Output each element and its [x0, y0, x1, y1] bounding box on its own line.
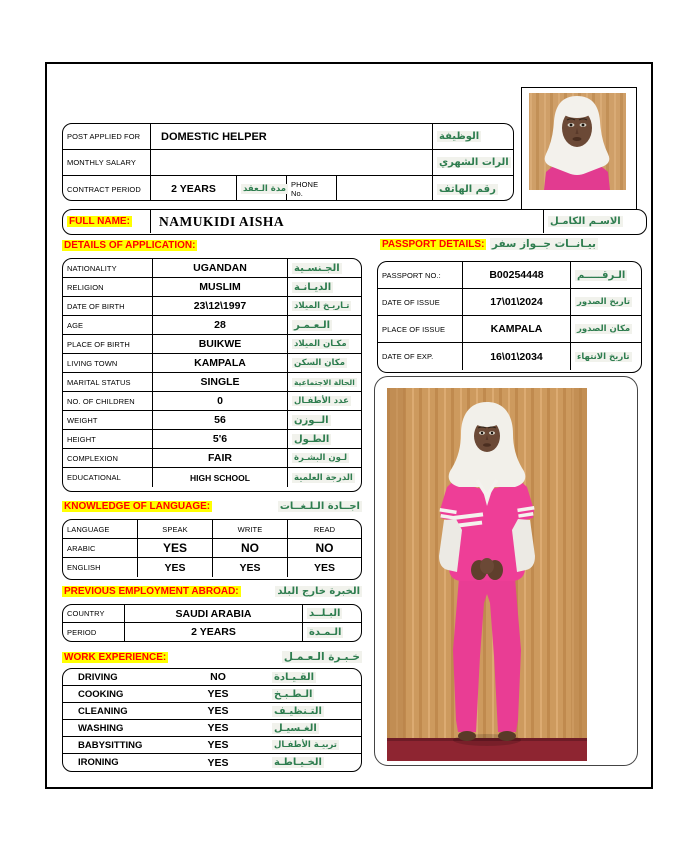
date-of-issue-value: 17\01\2024 — [463, 289, 571, 315]
date-of-birth-value: 23\12\1997 — [153, 297, 288, 315]
english-speak-value: YES — [138, 558, 213, 577]
cleaning-value: YES — [207, 705, 229, 717]
nationality-value: UGANDAN — [153, 259, 288, 277]
period-label: PERIOD — [63, 623, 125, 641]
write-col-header: WRITE — [213, 520, 288, 538]
height-value: 5'6 — [153, 430, 288, 448]
driving-label: DRIVING — [78, 671, 118, 683]
english-write-value: YES — [213, 558, 288, 577]
weight-arabic: الــوزن — [294, 414, 329, 426]
speak-col-header: SPEAK — [138, 520, 213, 538]
driving-value: NO — [210, 671, 226, 683]
contract-period-arabic: مدة الـعقد — [237, 176, 287, 201]
post-applied-arabic: الوظيفة — [439, 131, 480, 142]
work-experience-table — [62, 668, 362, 772]
previous-employment-heading-row — [62, 586, 362, 597]
portrait-illustration — [522, 88, 633, 206]
no-of-children-arabic: عدد الأطفـال — [294, 396, 349, 406]
language-col-header: LANGUAGE — [63, 520, 138, 538]
table-row — [63, 335, 361, 354]
table-row — [63, 354, 361, 373]
period-value: 2 YEARS — [125, 623, 303, 641]
monthly-salary-value — [151, 150, 433, 175]
passport-no-arabic: الـرقـــــم — [577, 269, 626, 281]
weight-value: 56 — [153, 411, 288, 429]
document-frame — [45, 62, 653, 789]
table-row — [63, 737, 361, 754]
ironing-label: IRONING — [78, 757, 119, 768]
full-name-label: FULL NAME: — [69, 216, 130, 227]
table-row — [63, 316, 361, 335]
place-of-issue-arabic: مكان الصدور — [577, 324, 631, 334]
passport-no-value: B00254448 — [463, 262, 571, 288]
table-row — [63, 669, 361, 686]
full-name-value: NAMUKIDI AISHA — [151, 210, 544, 233]
language-table — [62, 519, 362, 580]
language-heading-row — [62, 501, 362, 512]
age-label: AGE — [63, 316, 153, 334]
arabic-read-value: NO — [315, 541, 334, 555]
table-row — [378, 343, 641, 370]
date-of-birth-arabic: تـاريـخ الميلاد — [294, 301, 350, 311]
place-of-birth-value: BUIKWE — [153, 335, 288, 353]
marital-status-arabic: الحالة الاجتماعية — [294, 377, 355, 387]
details-of-application-heading: DETAILS OF APPLICATION: — [64, 240, 196, 251]
table-row — [63, 686, 361, 703]
phone-no-label: PHONE No. — [287, 176, 337, 201]
table-row — [378, 262, 641, 289]
date-of-exp-arabic: تاريخ الانتهاء — [577, 351, 630, 362]
complexion-label: COMPLEXION — [63, 449, 153, 467]
no-of-children-value: 0 — [153, 392, 288, 410]
applicant-portrait-photo — [521, 87, 637, 210]
country-value: SAUDI ARABIA — [125, 605, 303, 622]
educational-label: EDUCATIONAL — [63, 468, 153, 487]
ironing-value: YES — [207, 756, 229, 769]
knowledge-of-language-heading-arabic: اجــادة الـلـغــات — [279, 501, 360, 512]
table-row — [63, 278, 361, 297]
arabic-language-label: ARABIC — [63, 539, 138, 557]
washing-arabic: الغـسيـل — [274, 722, 317, 734]
cleaning-label: CLEANING — [78, 705, 128, 717]
living-town-value: KAMPALA — [153, 354, 288, 372]
complexion-arabic: لـون البشـرة — [294, 453, 348, 463]
table-row — [63, 373, 361, 392]
applicant-fullbody-photo — [374, 376, 638, 766]
date-of-exp-value: 16\01\2034 — [463, 343, 571, 370]
table-row — [63, 124, 513, 150]
arabic-write-value: NO — [213, 539, 288, 557]
previous-employment-table — [62, 604, 362, 642]
table-row — [63, 558, 361, 577]
table-row — [63, 449, 361, 468]
passport-details-heading-row — [380, 238, 598, 250]
religion-value: MUSLIM — [153, 278, 288, 296]
country-label: COUNTRY — [63, 605, 125, 622]
table-row — [378, 289, 641, 316]
place-of-issue-label: PLACE OF ISSUE — [378, 316, 463, 342]
table-row — [63, 520, 361, 539]
weight-label: WEIGHT — [63, 411, 153, 429]
living-town-label: LIVING TOWN — [63, 354, 153, 372]
work-experience-heading-row — [62, 651, 362, 663]
height-arabic: الطـول — [294, 433, 330, 445]
passport-details-heading: PASSPORT DETAILS: — [382, 238, 485, 250]
place-of-birth-arabic: مكـان الميلاد — [294, 339, 347, 349]
table-row — [63, 259, 361, 278]
babysitting-label: BABYSITTING — [78, 739, 143, 751]
table-row — [378, 316, 641, 343]
driving-arabic: القـيـادة — [274, 671, 315, 683]
washing-label: WASHING — [78, 722, 124, 734]
full-name-table — [62, 209, 647, 235]
table-row — [63, 468, 361, 487]
table-row — [63, 430, 361, 449]
arabic-speak-value: YES — [138, 539, 213, 557]
date-of-exp-label: DATE OF EXP. — [378, 343, 463, 370]
religion-label: RELIGION — [63, 278, 153, 296]
full-name-label-cell — [63, 210, 151, 233]
living-town-arabic: مكان السكن — [294, 358, 345, 368]
period-arabic: الـمـدة — [309, 626, 342, 638]
fullbody-illustration — [387, 388, 587, 761]
phone-no-arabic: رقم الهاتف — [439, 183, 496, 195]
monthly-salary-arabic: الرات الشهري — [439, 157, 509, 168]
table-row — [63, 605, 361, 623]
place-of-issue-value: KAMPALA — [463, 316, 571, 342]
ironing-arabic: الخـيـاطـة — [274, 757, 322, 768]
passport-details-heading-arabic: بيـانــات جــواز سفر — [491, 238, 596, 250]
table-row — [63, 411, 361, 430]
place-of-birth-label: PLACE OF BIRTH — [63, 335, 153, 353]
knowledge-of-language-heading: KNOWLEDGE OF LANGUAGE: — [64, 501, 211, 512]
country-arabic: البـلــد — [309, 608, 341, 619]
table-row — [63, 720, 361, 737]
date-of-birth-label: DATE OF BIRTH — [63, 297, 153, 315]
nationality-label: NATIONALITY — [63, 259, 153, 277]
post-applied-table — [62, 123, 514, 201]
marital-status-value: SINGLE — [153, 373, 288, 391]
contract-period-value: 2 YEARS — [151, 176, 237, 201]
table-row — [63, 150, 513, 176]
previous-employment-heading-arabic: الخبرة خارج البلد — [277, 586, 360, 597]
cooking-label: COOKING — [78, 688, 124, 700]
details-of-application-table — [62, 258, 362, 492]
table-row — [63, 297, 361, 316]
table-row — [63, 176, 513, 201]
no-of-children-label: NO. OF CHILDREN — [63, 392, 153, 410]
complexion-value: FAIR — [153, 449, 288, 467]
english-read-value: YES — [313, 561, 335, 574]
babysitting-value: YES — [207, 739, 229, 751]
religion-arabic: الديـانـة — [294, 281, 332, 293]
previous-employment-heading: PREVIOUS EMPLOYMENT ABROAD: — [64, 586, 239, 597]
table-row — [63, 539, 361, 558]
educational-value: HIGH SCHOOL — [153, 468, 288, 487]
post-applied-value: DOMESTIC HELPER — [151, 124, 433, 149]
phone-no-value — [337, 176, 433, 201]
date-of-issue-arabic: تاريخ الصدور — [577, 297, 631, 307]
work-experience-heading: WORK EXPERIENCE: — [64, 651, 167, 663]
cooking-value: YES — [207, 688, 229, 700]
babysitting-arabic: تربيـة الأطفـال — [274, 740, 337, 750]
contract-period-label: CONTRACT PERIOD — [63, 176, 151, 201]
passport-no-label: PASSPORT NO.: — [378, 262, 463, 288]
post-applied-label: POST APPLIED FOR — [63, 124, 151, 149]
work-experience-heading-arabic: خـبـرة الـعـمـل — [283, 651, 360, 663]
age-arabic: الـعـمـر — [294, 319, 331, 331]
marital-status-label: MARITAL STATUS — [63, 373, 153, 391]
cooking-arabic: الـطـبـخ — [274, 688, 313, 700]
age-value: 28 — [153, 316, 288, 334]
height-label: HEIGHT — [63, 430, 153, 448]
monthly-salary-label: MONTHLY SALARY — [63, 150, 151, 175]
nationality-arabic: الجـنسـية — [294, 262, 340, 274]
read-col-header: READ — [313, 524, 336, 534]
educational-arabic: الدرجة العلمية — [294, 472, 353, 483]
washing-value: YES — [207, 722, 229, 734]
table-row — [63, 703, 361, 720]
table-row — [63, 754, 361, 771]
passport-details-table — [377, 261, 642, 373]
date-of-issue-label: DATE OF ISSUE — [378, 289, 463, 315]
english-language-label: ENGLISH — [63, 558, 138, 577]
table-row — [63, 623, 361, 641]
full-name-arabic: الاسـم الكامـل — [550, 216, 621, 227]
table-row — [63, 210, 646, 233]
table-row — [63, 392, 361, 411]
cleaning-arabic: التـنظيـف — [274, 705, 322, 717]
